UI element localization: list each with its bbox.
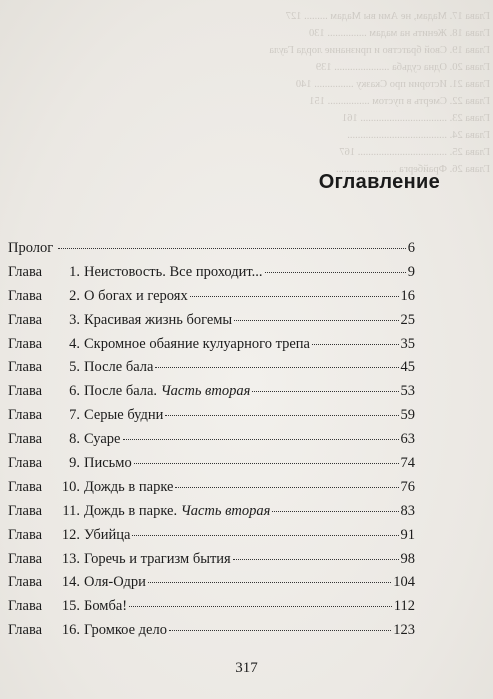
toc-entry-label: Глава xyxy=(8,263,43,280)
dot-leader xyxy=(132,535,398,536)
toc-entry-title: После бала. xyxy=(84,383,158,400)
toc-entry[interactable] xyxy=(8,527,415,551)
dot-leader xyxy=(148,582,391,583)
dot-leader xyxy=(272,511,398,512)
toc-entry-number: 10. xyxy=(61,478,80,495)
dot-leader xyxy=(175,487,398,488)
toc-entry-page: 53 xyxy=(400,383,415,400)
toc-entry-number: 7. xyxy=(69,407,80,424)
toc-entry-title: Дождь в парке. xyxy=(84,502,178,519)
toc-entry-number: 11. xyxy=(62,502,80,519)
toc-entry-title: Бомба! xyxy=(84,598,128,615)
toc-entry[interactable] xyxy=(8,312,415,336)
bleed-through-line: Глава 20. Одна судьба ..................... 139 xyxy=(315,62,490,73)
toc-entry[interactable] xyxy=(8,264,415,288)
bleed-through-line: Глава 19. Свой братство и признание лорда Гаула xyxy=(269,45,490,56)
toc-entry-label: Глава xyxy=(8,526,43,543)
toc-entry-title: Громкое дело xyxy=(84,622,167,639)
toc-entry-title: Дождь в парке xyxy=(84,478,174,495)
toc-entry-number: 9. xyxy=(69,455,80,472)
toc-entry-number: 13. xyxy=(61,550,80,567)
toc-entry-label: Глава xyxy=(8,574,43,591)
toc-entry-page: 59 xyxy=(400,407,415,424)
toc-entry-page: 112 xyxy=(393,598,415,615)
toc-entry-title: Неистовость. Все проходит... xyxy=(84,263,263,280)
toc-entry-page: 74 xyxy=(400,455,415,472)
toc-entry[interactable] xyxy=(8,551,415,575)
toc-entry-page: 76 xyxy=(400,478,415,495)
toc-entry-label: Глава xyxy=(8,311,43,328)
dot-leader xyxy=(265,272,406,273)
toc-entry-page: 63 xyxy=(400,431,415,448)
toc-entry-page: 6 xyxy=(407,240,415,256)
toc-entry-title: Скромное обаяние кулуарного трепа xyxy=(84,335,310,352)
bleed-through-line: Глава 23. ................................. 161 xyxy=(341,113,490,124)
toc-entry-label: Глава xyxy=(8,335,43,352)
toc-entry-label: Глава xyxy=(8,455,43,472)
toc-entry-page: 16 xyxy=(400,287,415,304)
toc-entry-label: Пролог xyxy=(8,240,54,256)
dot-leader xyxy=(129,606,392,607)
toc-entry-label: Глава xyxy=(8,598,43,615)
toc-entry-title: Серые будни xyxy=(84,407,164,424)
dot-leader xyxy=(252,391,398,392)
toc-entry-number: 5. xyxy=(69,359,80,376)
dot-leader xyxy=(190,296,399,297)
toc-entry-page: 98 xyxy=(400,550,415,567)
toc-entry-number: 15. xyxy=(61,598,80,615)
toc-entry[interactable] xyxy=(8,598,415,622)
toc-entry-label: Глава xyxy=(8,383,43,400)
toc-entry-title: Красивая жизнь богемы xyxy=(84,311,233,328)
toc-entry-label: Глава xyxy=(8,622,43,639)
toc-entry-title: О богах и героях xyxy=(84,287,188,304)
toc-entry-label: Глава xyxy=(8,478,43,495)
dot-leader xyxy=(234,320,398,321)
toc-entry-label: Глава xyxy=(8,431,43,448)
toc-entry-number: 6. xyxy=(69,383,80,400)
dot-leader xyxy=(233,559,399,560)
toc-entry-label: Глава xyxy=(8,359,43,376)
page-title: Оглавление xyxy=(318,171,440,193)
toc-entry-label: Глава xyxy=(8,550,43,567)
toc-entry-page: 25 xyxy=(400,311,415,328)
toc-entry[interactable] xyxy=(8,383,415,407)
toc-entry-number: 12. xyxy=(61,526,80,543)
toc-entry-number: 3. xyxy=(69,311,80,328)
dot-leader xyxy=(312,344,399,345)
toc-entry-number: 4. xyxy=(69,335,80,352)
toc-entry-number: 1. xyxy=(69,263,80,280)
toc-entry-number: 8. xyxy=(69,431,80,448)
toc-entry-page: 91 xyxy=(400,526,415,543)
toc-entry-number: 2. xyxy=(69,287,80,304)
toc-entry-page: 45 xyxy=(400,359,415,376)
toc-entry[interactable] xyxy=(8,359,415,383)
dot-leader xyxy=(134,463,399,464)
bleed-through-line: Глава 24. ...................................... xyxy=(347,130,490,141)
toc-entry[interactable] xyxy=(8,503,415,527)
toc-entry-page: 123 xyxy=(393,622,415,639)
toc-entry-title: Письмо xyxy=(84,455,132,472)
toc-entry[interactable] xyxy=(8,622,415,646)
toc-entry[interactable] xyxy=(8,431,415,455)
toc-entry-number: 14. xyxy=(61,574,80,591)
bleed-through-line: Глава 17. Мадам, не Ами вы Мадам ......... 127 xyxy=(285,11,490,22)
toc-entry-page: 104 xyxy=(393,574,415,591)
toc-entry-page: 35 xyxy=(400,335,415,352)
dot-leader xyxy=(169,630,391,631)
page-number: 317 xyxy=(235,660,258,676)
toc-entry-page: 83 xyxy=(400,502,415,519)
bleed-through-line: Глава 22. Смерть в пустом ................ 151 xyxy=(309,96,490,107)
bleed-through-line: Глава 21. Истории про Сказку ............... 140 xyxy=(295,79,490,90)
toc-entry-title: После бала xyxy=(84,359,154,376)
toc-entry-title: Оля-Одри xyxy=(84,574,146,591)
toc-entry[interactable] xyxy=(8,240,415,264)
dot-leader xyxy=(165,415,398,416)
toc-entry-number: 16. xyxy=(61,622,80,639)
toc-entry-label: Глава xyxy=(8,502,43,519)
bleed-through-line: Глава 25. .................................. 167 xyxy=(339,147,490,158)
dot-leader xyxy=(123,439,399,440)
dot-leader xyxy=(58,248,406,249)
bleed-through-line: Глава 26. Фрайберга ....................... xyxy=(336,164,490,175)
table-of-contents xyxy=(8,240,415,646)
toc-entry-label: Глава xyxy=(8,407,43,424)
toc-entry[interactable] xyxy=(8,336,415,360)
toc-entry-subtitle: Часть вторая xyxy=(160,383,251,400)
toc-entry-label: Глава xyxy=(8,287,43,304)
toc-entry-page: 9 xyxy=(407,263,415,280)
toc-entry[interactable] xyxy=(8,455,415,479)
toc-entry-title: Убийца xyxy=(84,526,131,543)
toc-entry-subtitle: Часть вторая xyxy=(180,502,271,519)
toc-entry[interactable] xyxy=(8,574,415,598)
toc-entry[interactable] xyxy=(8,288,415,312)
toc-entry[interactable] xyxy=(8,479,415,503)
toc-entry[interactable] xyxy=(8,407,415,431)
toc-entry-title: Суаре xyxy=(84,431,121,448)
bleed-through-line: Глава 18. Женить на мадам ............... 130 xyxy=(309,28,490,39)
toc-entry-title: Горечь и трагизм бытия xyxy=(84,550,231,567)
dot-leader xyxy=(155,367,398,368)
